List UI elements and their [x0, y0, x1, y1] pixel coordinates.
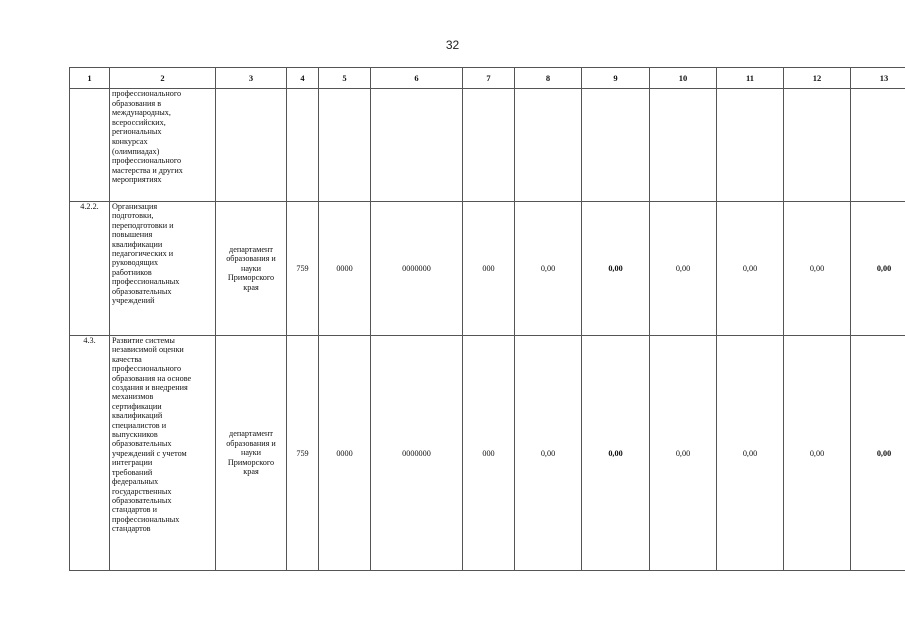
- text-line: переподготовки и: [112, 220, 174, 230]
- table-cell: 0,00: [650, 336, 717, 571]
- budget-table: [69, 67, 905, 571]
- text-line: стандартов: [112, 524, 151, 534]
- text-line: всероссийских,: [112, 117, 166, 127]
- text-line: Приморского: [227, 457, 275, 467]
- page-number: 32: [445, 38, 460, 52]
- table-cell: 0,00: [515, 336, 582, 571]
- text-line: образования и: [226, 438, 276, 448]
- text-line: образовательных: [112, 439, 172, 449]
- column-header: 7: [463, 68, 515, 89]
- table-cell: [582, 89, 650, 202]
- row-name: [110, 202, 216, 336]
- text-line: сертификации: [112, 401, 162, 411]
- text-line: специалистов и: [112, 420, 167, 430]
- table-cell: 0,00: [582, 336, 650, 571]
- table-cell: 000: [463, 336, 515, 571]
- text-line: края: [243, 282, 259, 292]
- table-cell: 0000: [319, 336, 371, 571]
- text-line: профессиональных: [112, 514, 180, 524]
- row-number: [70, 89, 110, 202]
- table-cell: 000: [463, 202, 515, 336]
- column-header: 13: [851, 68, 905, 89]
- row-department: [216, 89, 287, 202]
- text-line: образования в: [112, 98, 162, 108]
- text-line: мастерства и других: [112, 165, 183, 175]
- row-department: [216, 336, 287, 571]
- table-cell: 759: [287, 336, 319, 571]
- column-header: 1: [70, 68, 110, 89]
- column-header: 11: [717, 68, 784, 89]
- table-cell: 0,00: [717, 202, 784, 336]
- table-cell: [650, 89, 717, 202]
- text-line: квалификаций: [112, 411, 163, 421]
- column-header: 8: [515, 68, 582, 89]
- table-cell: [851, 89, 905, 202]
- row-name: [110, 336, 216, 571]
- table-cell: 0,00: [851, 202, 905, 336]
- table-cell: 0,00: [650, 202, 717, 336]
- text-line: конкурсах: [112, 136, 148, 146]
- column-header: 5: [319, 68, 371, 89]
- text-line: создания и внедрения: [112, 383, 188, 393]
- column-header: 10: [650, 68, 717, 89]
- text-line: федеральных: [112, 477, 159, 487]
- text-line: учреждений с учетом: [112, 448, 187, 458]
- text-line: государственных: [112, 486, 172, 496]
- table-row: [70, 336, 905, 571]
- table-row: [70, 202, 905, 336]
- column-header: 4: [287, 68, 319, 89]
- text-line: международных,: [112, 108, 171, 118]
- text-line: требований: [112, 467, 153, 477]
- table-cell: [463, 89, 515, 202]
- table-cell: [371, 89, 463, 202]
- text-line: руководящих: [112, 258, 159, 268]
- column-header: 6: [371, 68, 463, 89]
- table-cell: 0000000: [371, 336, 463, 571]
- table-cell: 759: [287, 202, 319, 336]
- text-line: Организация: [112, 202, 158, 211]
- text-line: образования на основе: [112, 373, 192, 383]
- table-cell: [784, 89, 851, 202]
- text-line: работников: [112, 267, 152, 277]
- text-line: образования и: [226, 254, 276, 264]
- table-cell: 0,00: [851, 336, 905, 571]
- text-line: квалификации: [112, 239, 163, 249]
- text-line: качества: [112, 354, 142, 364]
- text-line: науки: [240, 263, 262, 273]
- text-line: образовательных: [112, 286, 172, 296]
- table-cell: 0,00: [717, 336, 784, 571]
- text-line: интеграции: [112, 458, 153, 468]
- text-line: региональных: [112, 127, 162, 137]
- column-header: 12: [784, 68, 851, 89]
- text-line: профессиональных: [112, 277, 180, 287]
- table-cell: 0,00: [784, 336, 851, 571]
- table-cell: [319, 89, 371, 202]
- text-line: Приморского: [227, 273, 275, 283]
- text-line: профессионального: [112, 89, 182, 98]
- text-line: подготовки,: [112, 211, 154, 221]
- text-line: Развитие системы: [112, 336, 175, 345]
- row-number: 4.2.2.: [70, 202, 110, 336]
- row-name: [110, 89, 216, 202]
- text-line: мероприятиях: [112, 175, 162, 185]
- row-department: [216, 202, 287, 336]
- text-line: педагогических и: [112, 249, 174, 259]
- text-line: науки: [240, 448, 262, 458]
- column-header: 2: [110, 68, 216, 89]
- column-header: 9: [582, 68, 650, 89]
- table-cell: 0,00: [582, 202, 650, 336]
- text-line: независимой оценки: [112, 345, 184, 355]
- text-line: выпускников: [112, 430, 158, 440]
- table-cell: 0000: [319, 202, 371, 336]
- text-line: учреждений: [112, 296, 155, 306]
- text-line: профессионального: [112, 364, 182, 374]
- text-line: (олимпиадах): [112, 146, 160, 156]
- text-line: департамент: [229, 244, 273, 254]
- table-cell: 0,00: [784, 202, 851, 336]
- text-line: края: [243, 467, 259, 477]
- text-line: стандартов и: [112, 505, 157, 515]
- text-line: департамент: [229, 429, 273, 439]
- header-row: [70, 68, 905, 89]
- table-cell: 0000000: [371, 202, 463, 336]
- text-line: повышения: [112, 230, 153, 240]
- table-cell: [717, 89, 784, 202]
- row-number: 4.3.: [70, 336, 110, 571]
- table-cell: 0,00: [515, 202, 582, 336]
- text-line: механизмов: [112, 392, 154, 402]
- text-line: образовательных: [112, 495, 172, 505]
- table-cell: [515, 89, 582, 202]
- table-cell: [287, 89, 319, 202]
- column-header: 3: [216, 68, 287, 89]
- table-row: [70, 89, 905, 202]
- text-line: профессионального: [112, 156, 182, 166]
